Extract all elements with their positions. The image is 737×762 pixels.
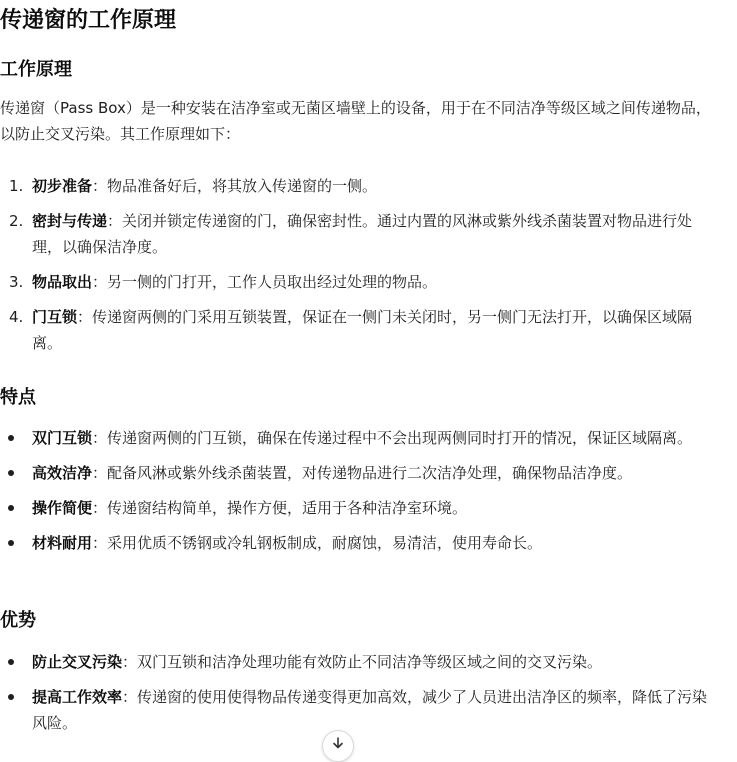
list-item-description: 关闭并锁定传递窗的门，确保密封性。通过内置的风淋或紫外线杀菌装置对物品进行处理，以确保洁净度。 <box>32 212 693 256</box>
bullet-dot <box>8 540 14 546</box>
list-item-separator: ： <box>122 653 138 671</box>
list-item-term: 防止交叉污染 <box>32 653 123 671</box>
list-item <box>0 425 712 451</box>
list-number: 3. <box>9 273 24 291</box>
list-item <box>0 208 712 260</box>
bullet-dot <box>8 659 14 665</box>
list-item-term: 双门互锁 <box>32 429 93 447</box>
list-item-description: 物品准备好后，将其放入传递窗的一侧。 <box>107 177 378 195</box>
bullet-dot <box>8 694 14 700</box>
section-heading-features: 特点 <box>0 387 36 408</box>
list-item-term: 高效洁净 <box>32 464 93 482</box>
section-heading-principle: 工作原理 <box>0 59 72 80</box>
list-item-separator: ： <box>92 177 108 195</box>
list-item-description: 另一侧的门打开，工作人员取出经过处理的物品。 <box>107 273 438 291</box>
list-item <box>0 649 712 675</box>
list-item-description: 传递窗的使用使得物品传递变得更加高效，减少了人员进出洁净区的频率，降低了污染风险。 <box>32 688 708 732</box>
list-item <box>0 304 712 356</box>
scroll-down-button[interactable] <box>322 730 354 762</box>
list-item-description: 传递窗两侧的门互锁，确保在传递过程中不会出现两侧同时打开的情况，保证区域隔离。 <box>107 429 693 447</box>
list-item-term: 操作简便 <box>32 499 93 517</box>
bullet-dot <box>8 505 14 511</box>
section-heading-advantages: 优势 <box>0 610 36 631</box>
list-item-description: 传递窗两侧的门采用互锁装置，保证在一侧门未关闭时，另一侧门无法打开，以确保区域隔离。 <box>32 308 693 352</box>
list-item-term: 门互锁 <box>32 308 78 326</box>
list-item-term: 提高工作效率 <box>32 688 123 706</box>
list-item-term: 物品取出 <box>32 273 93 291</box>
list-item <box>0 684 712 736</box>
page-title: 传递窗的工作原理 <box>0 8 177 33</box>
list-item <box>0 173 712 199</box>
chevron-down-icon <box>331 736 345 750</box>
list-item-separator: ： <box>92 534 108 552</box>
list-number: 1. <box>9 177 24 195</box>
list-item-separator: ： <box>92 273 108 291</box>
list-item <box>0 495 712 521</box>
advantages-list <box>0 649 712 736</box>
list-item-term: 材料耐用 <box>32 534 93 552</box>
list-item-description: 配备风淋或紫外线杀菌装置，对传递物品进行二次洁净处理，确保物品洁净度。 <box>107 464 633 482</box>
list-item-separator: ： <box>92 499 108 517</box>
bullet-dot <box>8 470 14 476</box>
features-list <box>0 425 712 556</box>
list-item-description: 传递窗结构简单，操作方便，适用于各种洁净室环境。 <box>107 499 468 517</box>
bullet-dot <box>8 435 14 441</box>
list-number: 4. <box>9 308 24 326</box>
list-item-separator: ： <box>107 212 123 230</box>
list-item <box>0 269 712 295</box>
list-number: 2. <box>9 212 24 230</box>
list-item-separator: ： <box>92 429 108 447</box>
list-item-description: 采用优质不锈钢或冷轧钢板制成，耐腐蚀，易清洁，使用寿命长。 <box>107 534 543 552</box>
list-item <box>0 530 712 556</box>
list-item <box>0 460 712 486</box>
principle-steps-list <box>0 173 712 356</box>
list-item-separator: ： <box>122 688 138 706</box>
list-item-description: 双门互锁和洁净处理功能有效防止不同洁净等级区域之间的交叉污染。 <box>137 653 603 671</box>
list-item-term: 初步准备 <box>32 177 93 195</box>
list-item-separator: ： <box>77 308 93 326</box>
intro-paragraph: 传递窗（Pass Box）是一种安装在洁净室或无菌区墙壁上的设备，用于在不同洁净等级区域之间传递物品，以防止交叉污染。其工作原理如下： <box>0 99 711 143</box>
list-item-separator: ： <box>92 464 108 482</box>
list-item-term: 密封与传递 <box>32 212 108 230</box>
